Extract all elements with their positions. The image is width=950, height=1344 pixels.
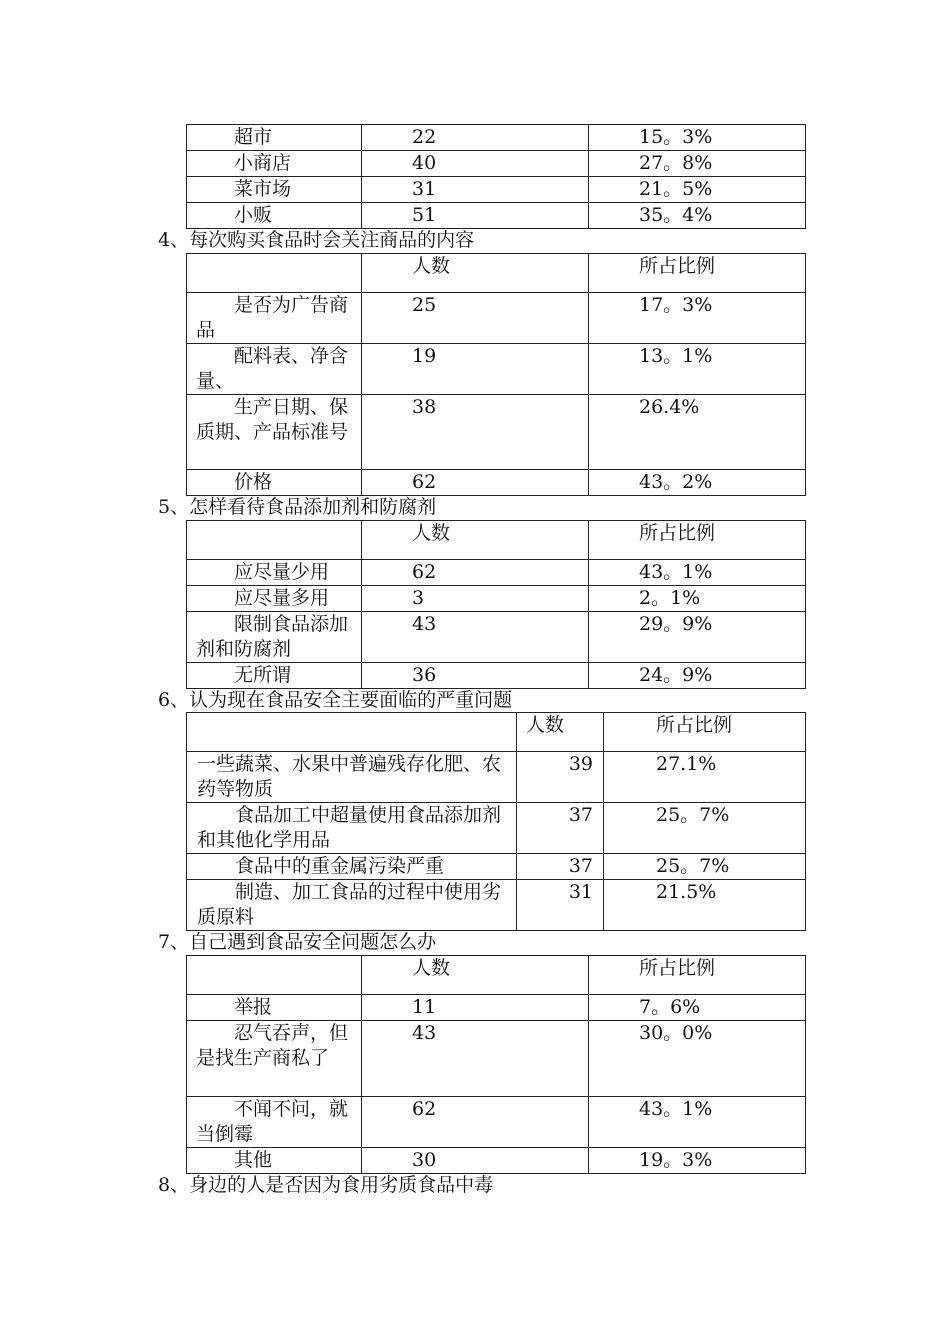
table-row bbox=[187, 880, 806, 931]
table-cell-item: 食品中的重金属污染严重 bbox=[187, 854, 517, 880]
table-cell-count: 51 bbox=[362, 203, 589, 229]
column-header-ratio: 所占比例 bbox=[589, 521, 806, 560]
table-row bbox=[187, 586, 806, 612]
table-cell-count: 38 bbox=[362, 395, 589, 470]
table-row bbox=[187, 395, 806, 470]
table-cell-item: 生产日期、保质期、产品标准号 bbox=[187, 395, 362, 470]
table-cell-ratio: 7。6% bbox=[589, 995, 806, 1021]
table-cell-ratio: 19。3% bbox=[589, 1148, 806, 1174]
question-heading: 4、每次购买食品时会关注商品的内容 bbox=[158, 229, 475, 251]
table-cell-count: 62 bbox=[362, 470, 589, 496]
response-action-table bbox=[186, 955, 806, 1174]
table-cell-ratio: 43。1% bbox=[589, 560, 806, 586]
additive-attitude-table bbox=[186, 520, 806, 689]
question-heading: 8、身边的人是否因为食用劣质食品中毒 bbox=[158, 1174, 494, 1196]
safety-problem-table bbox=[186, 712, 806, 931]
table-cell-count: 37 bbox=[517, 803, 604, 854]
table-header-empty bbox=[187, 254, 362, 293]
table-cell-ratio: 21。5% bbox=[589, 177, 806, 203]
question-heading: 5、怎样看待食品添加剂和防腐剂 bbox=[158, 496, 437, 518]
table-cell-item: 举报 bbox=[187, 995, 362, 1021]
table-row bbox=[187, 663, 806, 689]
table-cell-count: 25 bbox=[362, 293, 589, 344]
table-cell-item: 配料表、净含量、 bbox=[187, 344, 362, 395]
table-cell-ratio: 15。3% bbox=[589, 125, 806, 151]
column-header-count: 人数 bbox=[362, 521, 589, 560]
table-cell-item: 价格 bbox=[187, 470, 362, 496]
table-cell-ratio: 17。3% bbox=[589, 293, 806, 344]
table-cell-count: 30 bbox=[362, 1148, 589, 1174]
table-header-row bbox=[187, 956, 806, 995]
table-cell-item: 超市 bbox=[187, 125, 362, 151]
table-cell-ratio: 24。9% bbox=[589, 663, 806, 689]
table-cell-item: 制造、加工食品的过程中使用劣质原料 bbox=[187, 880, 517, 931]
table-cell-item: 其他 bbox=[187, 1148, 362, 1174]
table-row bbox=[187, 560, 806, 586]
table-row bbox=[187, 1097, 806, 1148]
table-header-row bbox=[187, 521, 806, 560]
table-row bbox=[187, 470, 806, 496]
table-cell-item: 小商店 bbox=[187, 151, 362, 177]
table-cell-item: 应尽量少用 bbox=[187, 560, 362, 586]
table-cell-ratio: 43。2% bbox=[589, 470, 806, 496]
table-cell-ratio: 29。9% bbox=[589, 612, 806, 663]
table-row bbox=[187, 151, 806, 177]
table-cell-item: 菜市场 bbox=[187, 177, 362, 203]
column-header-count: 人数 bbox=[517, 713, 604, 752]
table-cell-count: 37 bbox=[517, 854, 604, 880]
question-heading: 7、自己遇到食品安全问题怎么办 bbox=[158, 931, 437, 953]
table-cell-ratio: 25。7% bbox=[604, 854, 806, 880]
table-header-row bbox=[187, 713, 806, 752]
table-cell-ratio: 27.1% bbox=[604, 752, 806, 803]
table-cell-count: 40 bbox=[362, 151, 589, 177]
table-cell-ratio: 27。8% bbox=[589, 151, 806, 177]
table-cell-item: 不闻不问，就当倒霉 bbox=[187, 1097, 362, 1148]
table-cell-count: 43 bbox=[362, 612, 589, 663]
table-cell-count: 39 bbox=[517, 752, 604, 803]
table-cell-item: 限制食品添加剂和防腐剂 bbox=[187, 612, 362, 663]
table-cell-item: 无所谓 bbox=[187, 663, 362, 689]
table-cell-count: 19 bbox=[362, 344, 589, 395]
table-header-empty bbox=[187, 521, 362, 560]
table-row bbox=[187, 293, 806, 344]
column-header-count: 人数 bbox=[362, 956, 589, 995]
table-cell-count: 62 bbox=[362, 560, 589, 586]
question-heading: 6、认为现在食品安全主要面临的严重问题 bbox=[158, 689, 513, 711]
table-row bbox=[187, 612, 806, 663]
table-cell-item: 食品加工中超量使用食品添加剂和其他化学用品 bbox=[187, 803, 517, 854]
table-cell-count: 43 bbox=[362, 1021, 589, 1097]
table-row bbox=[187, 177, 806, 203]
table-cell-ratio: 26.4% bbox=[589, 395, 806, 470]
table-cell-item: 小贩 bbox=[187, 203, 362, 229]
table-header-empty bbox=[187, 956, 362, 995]
table-header-empty bbox=[187, 713, 517, 752]
column-header-count: 人数 bbox=[362, 254, 589, 293]
table-cell-ratio: 13。1% bbox=[589, 344, 806, 395]
table-row bbox=[187, 1148, 806, 1174]
table-cell-count: 22 bbox=[362, 125, 589, 151]
column-header-ratio: 所占比例 bbox=[589, 254, 806, 293]
table-row bbox=[187, 854, 806, 880]
column-header-ratio: 所占比例 bbox=[589, 956, 806, 995]
table-cell-ratio: 21.5% bbox=[604, 880, 806, 931]
table-header-row bbox=[187, 254, 806, 293]
table-row bbox=[187, 1021, 806, 1097]
column-header-ratio: 所占比例 bbox=[604, 713, 806, 752]
table-cell-ratio: 30。0% bbox=[589, 1021, 806, 1097]
table-cell-count: 31 bbox=[517, 880, 604, 931]
purchase-place-table bbox=[186, 124, 806, 229]
table-cell-item: 一些蔬菜、水果中普遍残存化肥、农药等物质 bbox=[187, 752, 517, 803]
table-row bbox=[187, 995, 806, 1021]
table-row bbox=[187, 803, 806, 854]
table-cell-count: 31 bbox=[362, 177, 589, 203]
table-cell-count: 11 bbox=[362, 995, 589, 1021]
table-row bbox=[187, 344, 806, 395]
table-cell-ratio: 43。1% bbox=[589, 1097, 806, 1148]
table-row bbox=[187, 203, 806, 229]
table-row bbox=[187, 752, 806, 803]
table-cell-item: 应尽量多用 bbox=[187, 586, 362, 612]
attention-content-table bbox=[186, 253, 806, 496]
table-cell-item: 是否为广告商品 bbox=[187, 293, 362, 344]
table-cell-count: 62 bbox=[362, 1097, 589, 1148]
table-cell-count: 36 bbox=[362, 663, 589, 689]
table-row bbox=[187, 125, 806, 151]
table-cell-item: 忍气吞声，但是找生产商私了 bbox=[187, 1021, 362, 1097]
table-cell-ratio: 35。4% bbox=[589, 203, 806, 229]
table-cell-count: 3 bbox=[362, 586, 589, 612]
table-cell-ratio: 2。1% bbox=[589, 586, 806, 612]
table-cell-ratio: 25。7% bbox=[604, 803, 806, 854]
